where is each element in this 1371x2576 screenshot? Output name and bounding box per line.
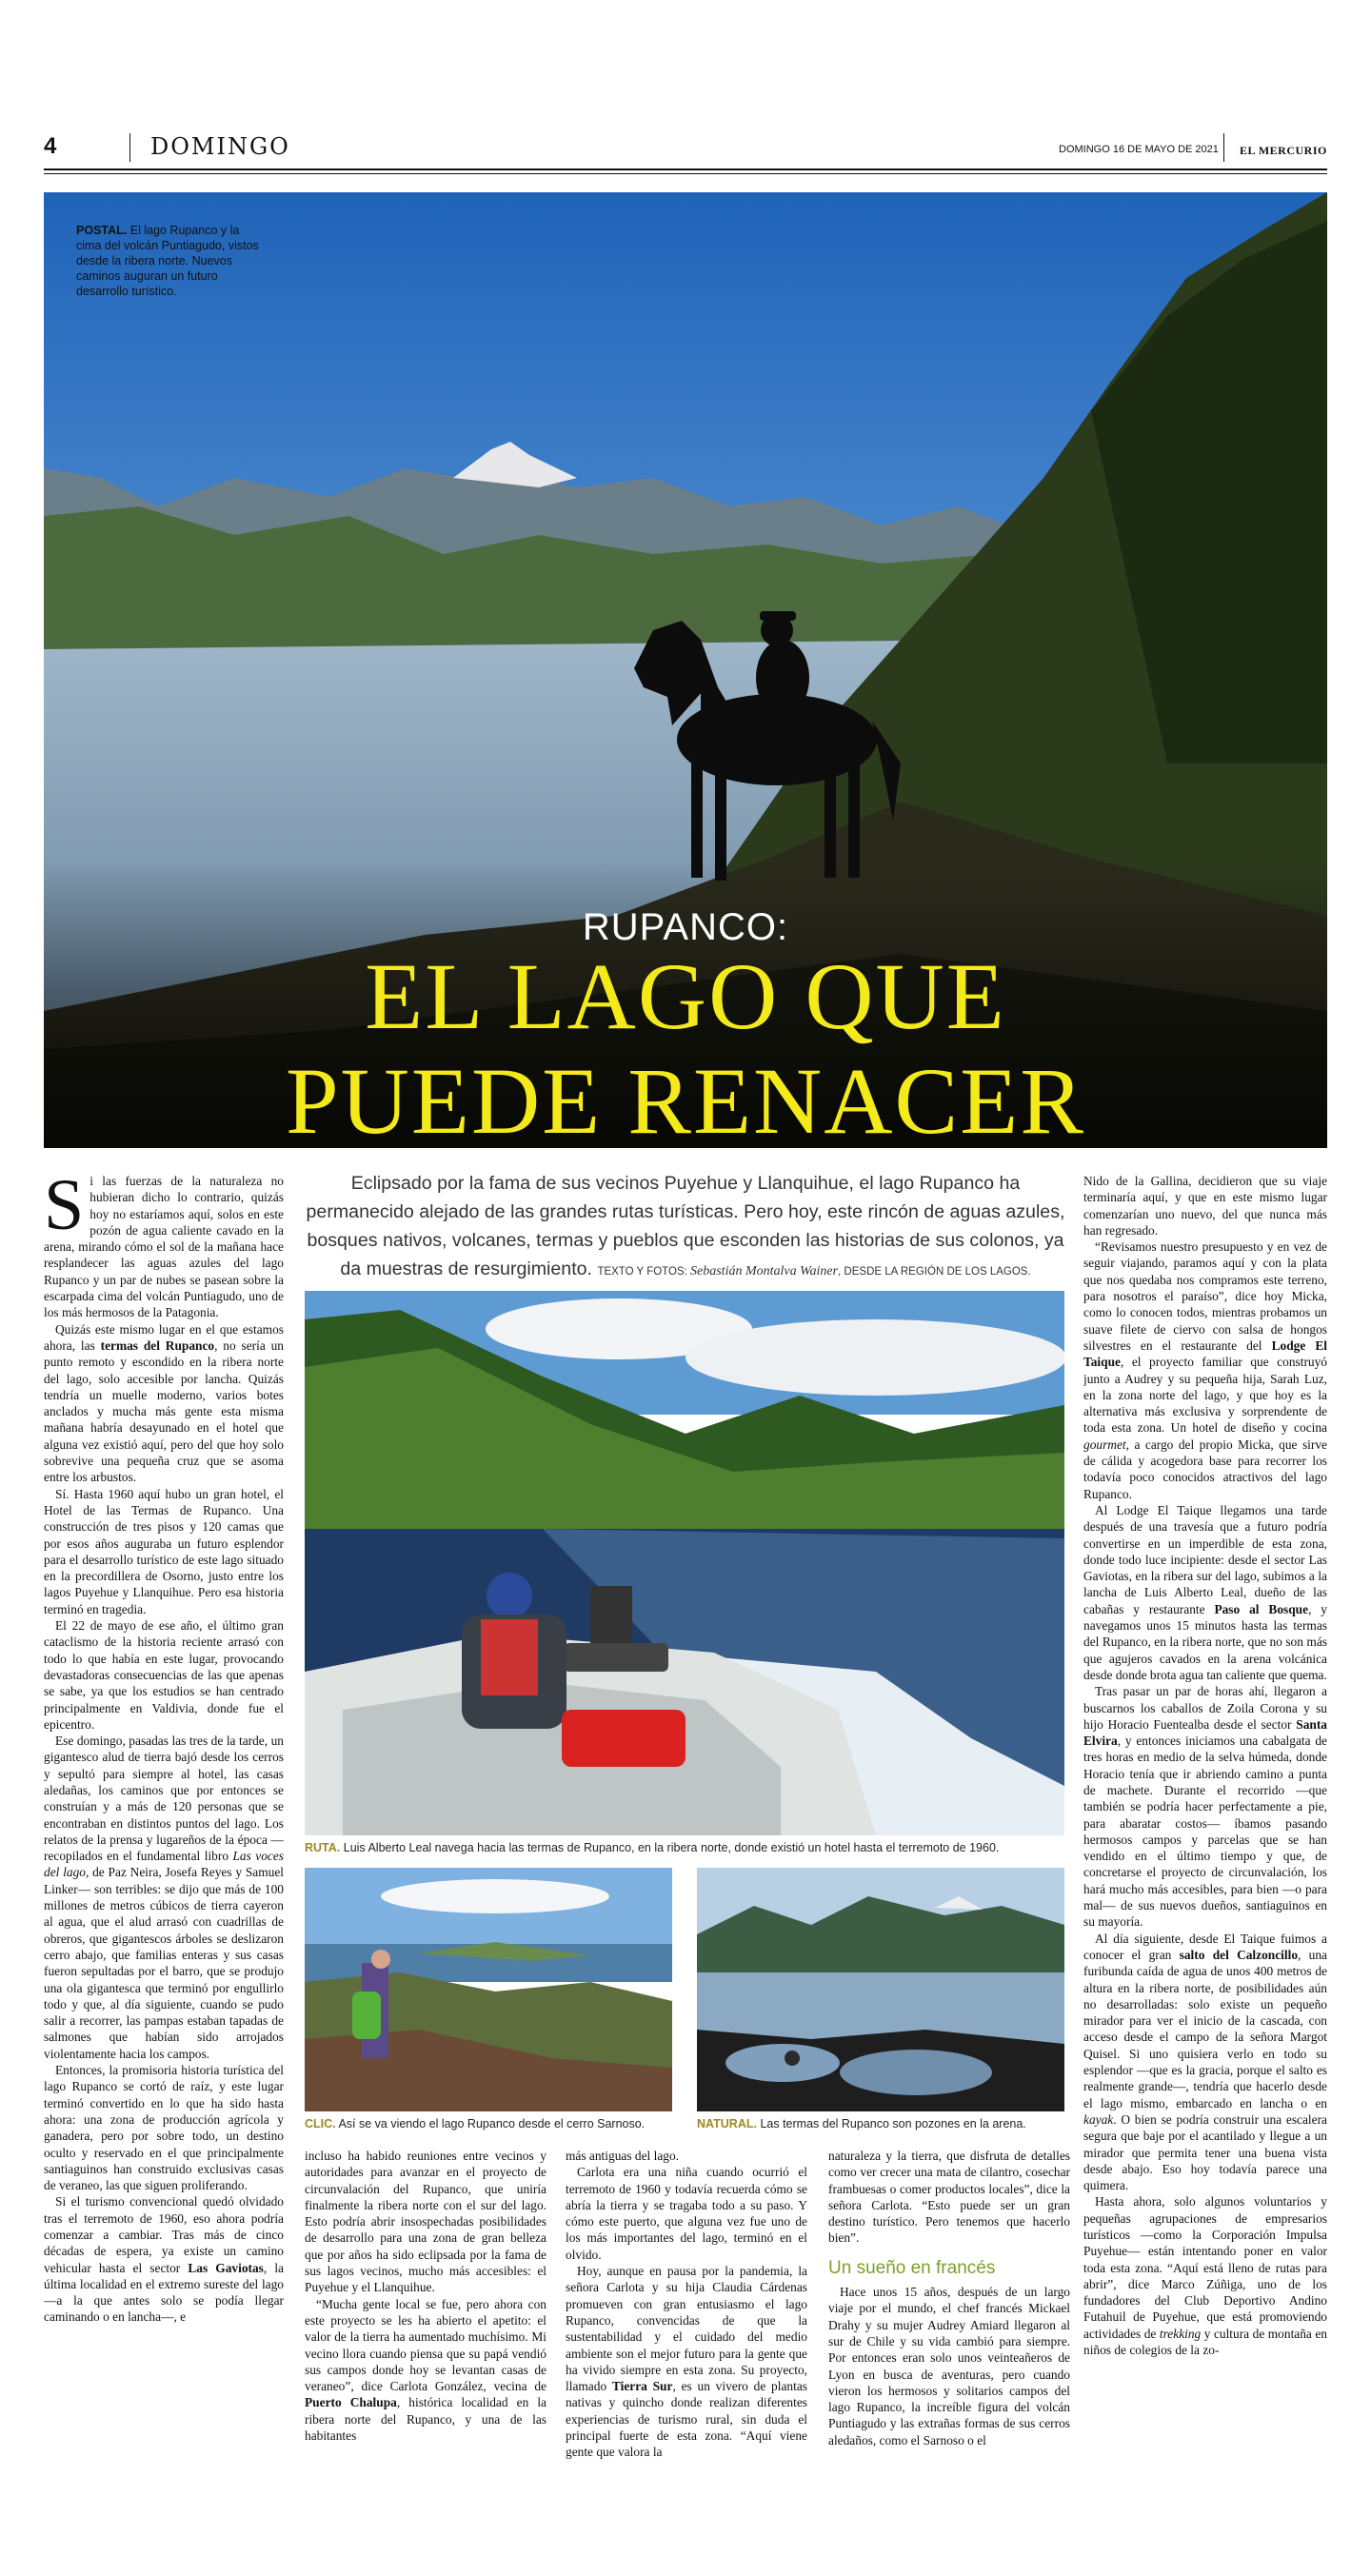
paragraph-text: Quizás este mismo lugar en el que estamos ahora, las [44,1321,284,1353]
paragraph-text: , y navegamos unos 15 minutos hasta las termas del Rupanco, en la ribera norte, que no son más que agujeros cavados en la arena volcánica desde donde brota agua tan caliente que quema. [1083,1601,1327,1682]
bold-phrase: termas del Rupanco [100,1338,215,1353]
paragraph-text: Tras pasar un par de horas ahí, llegaron a buscarnos los caballos de Zoila Corona y su hijo Horacio Fuentealba desde el sector [1083,1684,1327,1732]
hiker-photo [305,1868,672,2111]
hero-photo [44,192,1327,1148]
paragraph-text: Ese domingo, pasadas las tres de la tarde, un gigantesco alud de tierra bajó desde los cerros y sepultó para siempre al hotel, las casas aledañas, los caminos que por entonces se construían y a más de 120 personas que se encontraban en distintos puntos del lago. Los relatos de la prensa y lugareños de la época —recopilados en el fundamental libro [44,1734,284,1864]
caption-label: RUTA. [305,1841,341,1854]
issue-date: DOMINGO 16 DE MAYO DE 2021 [1059,144,1219,155]
paragraph-text: “Mucha gente local se fue, pero ahora con este proyecto se les ha abierto el apetito: el valor de la tierra ha aumentado muchísimo. Mi vecino llora cuando piensa que su papá vendió sus campos donde hoy se levantan casas de veraneo”, dice Carlota González, vecina de [305,2296,546,2394]
paragraph-text: , la última localidad en el extremo sureste del lago —a la que antes solo se podía llegar caminando o en lancha—, e [44,2260,284,2325]
article-column-3 [566,2148,807,2559]
paragraph-text: Hasta ahora, solo algunos voluntarios y pequeñas agrupaciones de empresarios turísticos —como la Corporación Impulsa Puyehue— están intentando poner en valor toda esta zona. “Aquí está lleno de rutas para abrir”, dice Marco Zúñiga, uno de los fundadores del Club Deportivo Andino Futahuil de Puyehue, que está promoviendo actividades de [1083,2194,1327,2341]
paragraph-text: , de Paz Neira, Josefa Reyes y Samuel Linker— son terribles: se dijo que más de 100 millones de metros cúbicos de tierra cayeron al agua, que el alud arrasó con cuadrillas de obreros, que gigantescos árboles se deslizaron cerro abajo, que familias enteras y sus casas fueron sepultadas por el barro, que se produjo una ola gigantesca que terminó por engullirlo todo y que, al día siguiente, cuando se pudo salir a recorrer, las pampas estaban tapadas de salmones que habían sido arrojados violentamente hacia los campos. [44,1865,284,2061]
bold-phrase: Paso al Bosque [1214,1601,1309,1616]
paragraph: naturaleza y la tierra, que disfruta de detalles como ver crecer una mata de cilantro, cosechar frambuesas o comer productos locales”, dice la señora Carlota. “Esto puede ser un gran destino turístico. Pero tenemos que hacerlo bien”. [828,2149,1070,2246]
paragraph-text: , no sería un punto remoto y escondido en la ribera norte del lago, solo accesible por lancha. Quizás tendría un muelle moderno, varios botes anclados y mucha más gente esta misma mañana habría desayunado en el hotel que alguna vez existió aquí, pero del que hoy solo sobrevive una pequeña cruz que se asoma entre los arbustos. [44,1338,284,1485]
paragraph-text: Al día siguiente, desde El Taique fuimos a conocer el gran [1083,1931,1327,1962]
paragraph-text: , a cargo del propio Micka, que sirve de cálida y acogedora base para recorrer los todavía poco conocidos atractivos del lago Rupanco. [1083,1437,1327,1501]
paragraph: incluso ha habido reuniones entre vecinos y autoridades para avanzar en el proyecto de circunvalación del Rupanco, que uniría finalmente la ribera norte con el sur del lago. Esto podría abrir insospechadas posibilidades de desarrollo para una zona de gran belleza que por años ha sido eclipsada por la fama de sus lagos vecinos, mucho más accesibles: el Puyehue y el Llanquihue. [305,2149,546,2295]
article-column-2 [305,2148,546,2559]
caption-text: Así se va viendo el lago Rupanco desde el cerro Sarnoso. [338,2117,646,2130]
byline-prefix: TEXTO Y FOTOS: [597,1266,687,1278]
paragraph-text: , el proyecto familiar que construyó junto a Audrey y su pequeña hija, Sarah Luz, en la zona norte del lago, y que hoy es la alternativa más exclusiva y sorprendente de toda esta zona. Un hotel de diseño y cocina [1083,1355,1327,1436]
paragraph: Sí. Hasta 1960 aquí hubo un gran hotel, el Hotel de las Termas de Rupanco. Una construcción de tres pisos y 120 camas que por esos años auguraba un futuro esplendor para el desarrollo turístico de este lago situado en la precordillera de Osorno, justo entre los lagos Puyehue y Llanquihue. Pero esa historia terminó en tragedia. [44,1486,284,1616]
bold-phrase: Lodge El Taique [1083,1338,1327,1370]
article-column-1 [44,1173,284,2559]
paragraph-text: Hoy, aunque en pausa por la pandemia, la señora Carlota y su hija Claudia Cárdenas promueven con gran entusiasmo el lago Rupanco, convencidas de que la sustentabilidad y el cuidado del medio ambiente son el mejor futuro para la gente que ha vivido siempre en esta zona. Su proyecto, llamado [566,2264,807,2394]
paragraph-text: , una furibunda caída de agua de unos 400 metros de altura en la ribera norte, de posibilidades aún no desarrolladas: solo existe un pequeño mirador para ver el inicio de la cascada, con acceso desde el campo de la señora Margot Quisel. Si uno quisiera verlo en todo su esplendor —que es la gracia, porque el salto es realmente grande—, tendría que hacerlo desde el lago mismo, embarcado en lancha o en [1083,1947,1327,2110]
byline [597,1266,1030,1278]
bold-phrase: Santa Elvira [1083,1716,1327,1749]
hiker-photo-illustration [305,1868,672,2111]
headline-kicker: RUPANCO: [582,906,789,948]
bold-phrase: Las Gaviotas [188,2260,264,2275]
paragraph-text: Al Lodge El Taique llegamos una tarde después de una travesía que a futuro podría convertirse en un imperdible de esta zona, donde todo luce incipiente: desde el sector Las Gaviotas, en la ribera sur del lago, subimos a la lancha de Luis Alberto Leal, dueño de las cabañas y restaurante [1083,1502,1327,1616]
byline-author: Sebastián Montalva Wainer [690,1264,839,1278]
subheading: Un sueño en francés [828,2257,996,2278]
header-rule [44,168,1327,170]
paragraph-text: Si el turismo convencional quedó olvidado tras el terremoto de 1960, eso ahora podría comenzar a cambiar. Tras más de cinco décadas de espera, ya existe un camino vehicular hasta el sector [44,2194,284,2275]
italic-word: gourmet [1083,1437,1126,1452]
drop-cap: S [44,1173,85,1245]
article-deck [305,1169,1066,1286]
bold-phrase: Tierra Sur [611,2379,673,2394]
paragraph: i las fuerzas de la naturaleza no hubieran dicho lo contrario, quizás hoy no estaríamos aquí, solos en este pozón de agua caliente cavado en la arena, mirando cómo el sol de la mañana hace resplandecer las aguas azules del lago Rupanco y un par de nubes se pasean sobre la escarpada cima del volcán Puntiagudo, uno de los más hermosos de la Patagonia. [44,1174,284,1320]
paragraph: más antiguas del lago. [566,2149,679,2163]
paragraph: Carlota era una niña cuando ocurrió el terremoto de 1960 y todavía recuerda cómo se abría la tierra y se tragaba todo a su paso. Y cómo este puerto, que alguna vez fue uno de los más importantes del lago, terminó en el olvido. [566,2165,807,2262]
caption-label: POSTAL. [76,224,128,237]
caption-label: CLIC. [305,2117,336,2130]
header-rule [44,173,1327,174]
paragraph: Entonces, la promisoria historia turística del lago Rupanco se cortó de raíz, y este lugar terminó convertido en lo que ha sido hasta ahora: una zona de producción agrícola y ganadera, pero por sobre todo, un destino oculto y reservado en el que principalmente santiaguinos han construido exclusivas casas de veraneo, las que siguen proliferando. [44,2063,284,2193]
article-column-4 [828,2148,1070,2559]
caption-text: Luis Alberto Leal navega hacia las termas de Rupanco, en la ribera norte, donde existió un hotel hasta el terremoto de 1960. [343,1841,1000,1854]
byline-suffix: , DESDE LA REGIÓN DE LOS LAGOS. [838,1266,1031,1278]
paragraph-text: y cultura de montaña en niños de colegios de la zo- [1083,2326,1327,2358]
termas-photo [697,1868,1064,2111]
paragraph-text: . O bien se podría construir una escalera segura que baje por el acantilado y llegue a un mirador que permita tener una buena vista desde abajo. Eso hoy todavía parece una quimera. [1083,2111,1327,2193]
newspaper-name: EL MERCURIO [1240,144,1327,157]
boat-photo-illustration [305,1291,1064,1835]
book-title: Las voces del lago [44,1849,284,1880]
paragraph-text: , y entonces iniciamos una cabalgata de tres horas en medio de la selva húmeda, donde Horacio tenía que ir abriendo camino a punta de machete. Durante el recorrido —que también se podría hacer perfectamente a pie, para abaratar costos— íbamos pasando hermosos campos y parcelas que se han vendido en el último tiempo y que, de concretarse el proyecto de circunvalación, los hará mucho más accesibles, para bien —o para mal— de sus nuevos dueños, santiaguinos en su mayoría. [1083,1734,1327,1930]
italic-word: trekking [1159,2326,1202,2341]
boat-photo [305,1291,1064,1835]
headline-line-2: PUEDE RENACER [286,1048,1085,1148]
italic-word: kayak [1083,2111,1114,2127]
termas-photo-illustration [697,1868,1064,2111]
section-name: DOMINGO [150,133,290,160]
ruta-caption [305,1841,1066,1855]
caption-text: El lago Rupanco y la cima del volcán Puntiagudo, vistos desde la ribera norte. Nuevos caminos auguran un futuro desarrollo turístico. [76,224,259,298]
paragraph: El 22 de mayo de ese año, el último gran cataclismo de la historia reciente arrasó con todo lo que había en este lugar, provocando devastadoras consecuencias de las que apenas se sabe, ya que los estudios se han centrado principalmente en Valdivia, donde fue el epicentro. [44,1618,284,1732]
article-column-5 [1083,1173,1327,2559]
natural-caption [697,2117,1068,2131]
deck-text: Eclipsado por la fama de sus vecinos Puyehue y Llanquihue, el lago Rupanco ha permanecido alejado de las grandes rutas turísticas. Pero hoy, este rincón de aguas azules, bosques nativos, volcanes, termas y pueblos que esconden las historias de sus colonos, ya da muestras de resurgimiento. [306,1173,1065,1279]
hero-caption [76,223,267,299]
headline-line-1: EL LAGO QUE [365,943,1006,1049]
caption-text: Las termas del Rupanco son pozones en la arena. [760,2117,1026,2130]
paragraph: Hace unos 15 años, después de un largo viaje por el mundo, el chef francés Mickael Drahy y su mujer Audrey Amiard llegaron al sur de Chile y su vida cambió para siempre. Por entonces eran solo unos veinteañeros de Lyon en busca de aventuras, pero cuando vieron los hermosos y solitarios campos del lago Rupanco, la increíble figura del volcán Puntiagudo y las extrañas formas de sus cerros aledaños, como el Sarnoso o el [828,2285,1070,2447]
header-divider [129,133,130,162]
clic-caption [305,2117,676,2131]
page-number: 4 [44,133,57,159]
paragraph-text: “Revisamos nuestro presupuesto y en vez de seguir viajando, paramos aquí y con la plata que nos quedaba nos compramos este terreno, para nosotros el paraíso”, dice hoy Micka, como lo conocen todos, mientras probamos un suave filete de ciervo con salsa de hongos silvestres en el restaurante del [1083,1239,1327,1353]
bold-phrase: salto del Calzoncillo [1179,1947,1299,1962]
caption-label: NATURAL. [697,2117,757,2130]
paragraph: Nido de la Gallina, decidieron que su viaje terminaría aquí, y que en este mismo lugar comenzarían uno nuevo, del que nunca más han regresado. [1083,1174,1327,1238]
header-divider [1223,133,1224,162]
paragraph-text: , histórica localidad en la ribera norte del Rupanco, y una de las habitantes [305,2395,546,2444]
bold-phrase: Puerto Chalupa [305,2395,397,2410]
paragraph-text: , es un vivero de plantas nativas y quincho donde realizan diferentes experiencias de turismo rural, sin duda el principal fuerte de esta zona. “Aquí viene gente que valora la [566,2379,807,2460]
